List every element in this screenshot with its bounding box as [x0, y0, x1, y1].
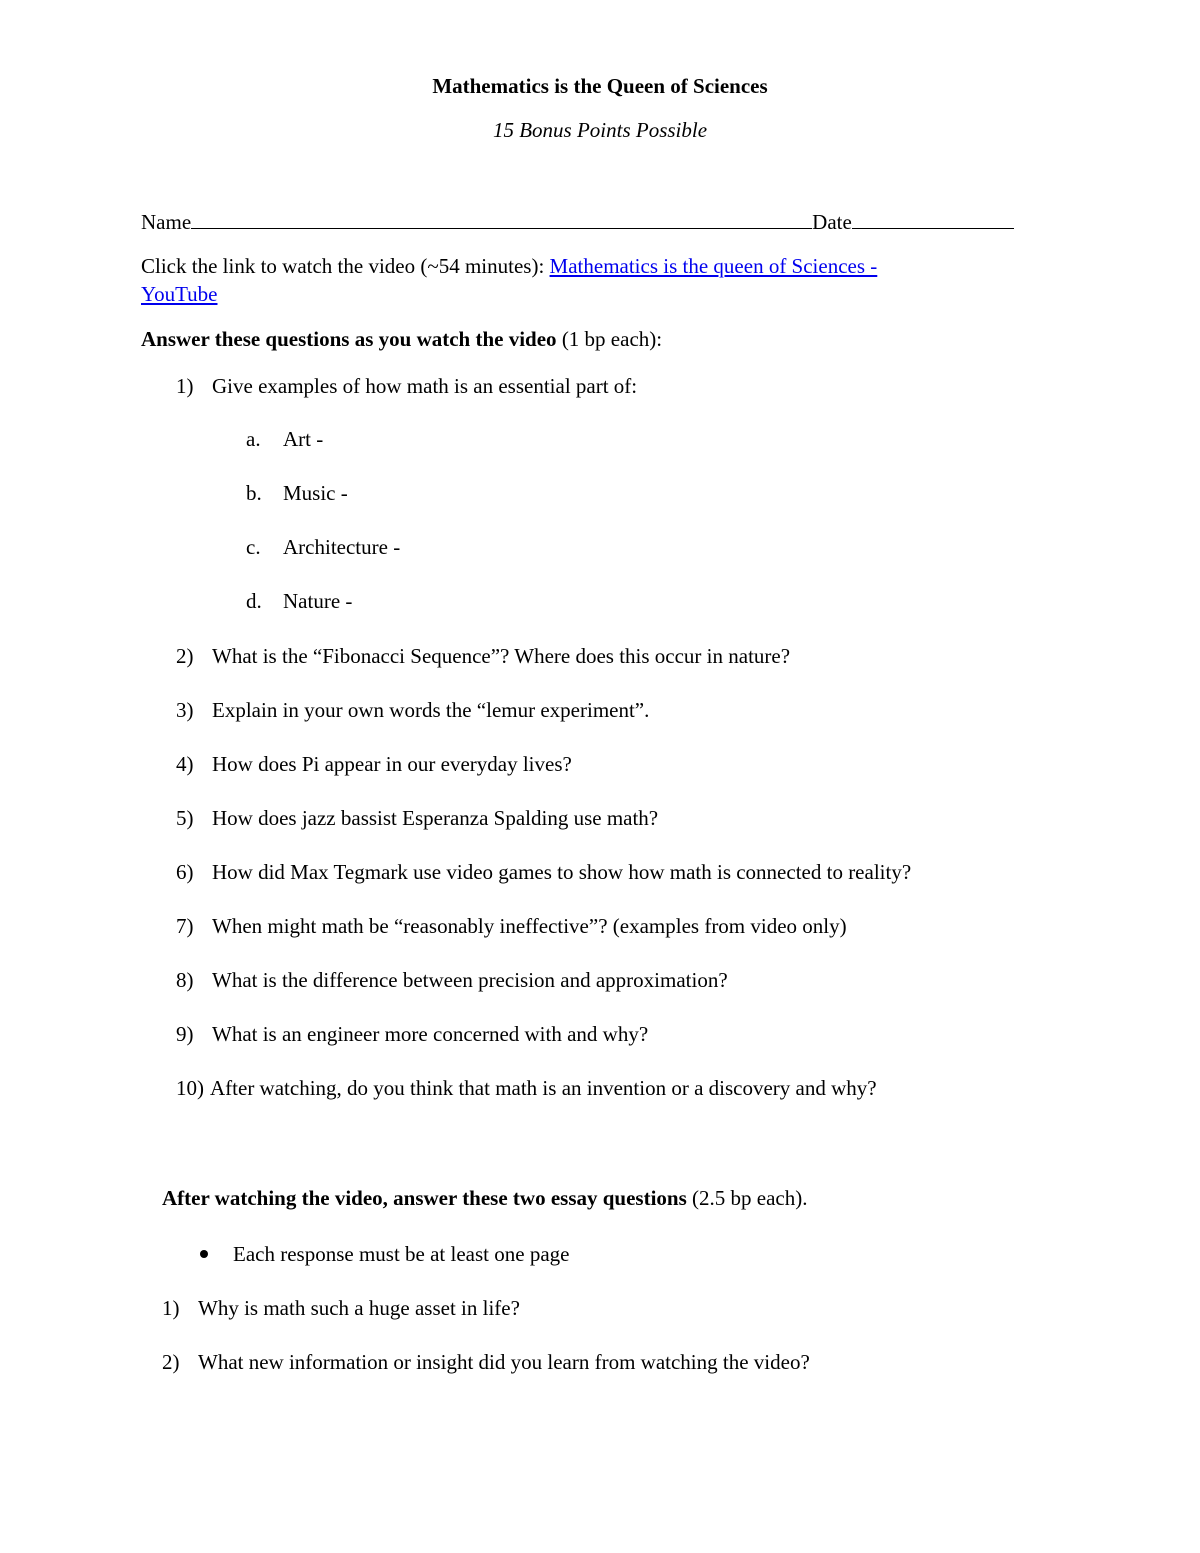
- video-instruction: [141, 256, 877, 277]
- questions-header-points: (1 bp each):: [556, 327, 663, 351]
- question-number: 8): [176, 968, 194, 992]
- date-label: Date: [812, 210, 852, 234]
- essay-question-number: 1): [162, 1296, 180, 1320]
- question-number: 4): [176, 752, 194, 776]
- sub-item-letter: d.: [246, 589, 262, 613]
- question-text: How does Pi appear in our everyday lives?: [212, 752, 572, 776]
- video-link[interactable]: Mathematics is the queen of Sciences -: [549, 254, 878, 278]
- video-prompt: Click the link to watch the video (~54 minutes):: [141, 254, 550, 278]
- essay-header: [162, 1188, 808, 1209]
- name-field[interactable]: [191, 210, 812, 229]
- sub-item-text: Architecture -: [283, 535, 401, 559]
- name-label: Name: [141, 210, 192, 234]
- question-number: 3): [176, 698, 194, 722]
- date-field[interactable]: [852, 210, 1014, 229]
- question-text: Explain in your own words the “lemur experiment”.: [212, 698, 650, 722]
- name-date-line: [141, 210, 1014, 233]
- questions-header-bold: Answer these questions as you watch the video: [141, 327, 557, 351]
- question-number: 10): [176, 1076, 204, 1100]
- video-link-line2[interactable]: YouTube: [141, 282, 218, 306]
- question-text: What is an engineer more concerned with and why?: [212, 1022, 649, 1046]
- sub-item-letter: a.: [246, 427, 261, 451]
- question-number: 7): [176, 914, 194, 938]
- question-number: 1): [176, 374, 194, 398]
- question-number: 6): [176, 860, 194, 884]
- essay-question-text: Why is math such a huge asset in life?: [198, 1296, 520, 1320]
- page-title: Mathematics is the Queen of Sciences: [432, 74, 768, 98]
- video-link-continued[interactable]: [141, 284, 217, 305]
- essay-requirement: Each response must be at least one page: [233, 1242, 570, 1266]
- question-text: After watching, do you think that math is an invention or a discovery and why?: [210, 1076, 877, 1100]
- page-subtitle: 15 Bonus Points Possible: [492, 118, 708, 142]
- question-number: 5): [176, 806, 194, 830]
- sub-item-text: Nature -: [283, 589, 353, 613]
- question-text: How did Max Tegmark use video games to show how math is connected to reality?: [212, 860, 912, 884]
- sub-item-letter: c.: [246, 535, 261, 559]
- question-number: 9): [176, 1022, 194, 1046]
- sub-item-letter: b.: [246, 481, 262, 505]
- questions-header: [141, 329, 662, 350]
- sub-item-text: Music -: [283, 481, 348, 505]
- question-text: How does jazz bassist Esperanza Spalding use math?: [212, 806, 659, 830]
- sub-item-text: Art -: [283, 427, 324, 451]
- bullet-icon: [200, 1250, 208, 1258]
- question-text: Give examples of how math is an essential part of:: [212, 374, 638, 398]
- essay-question-number: 2): [162, 1350, 180, 1374]
- question-number: 2): [176, 644, 194, 668]
- question-text: What is the difference between precision and approximation?: [212, 968, 728, 992]
- essay-header-bold: After watching the video, answer these two essay questions: [162, 1186, 687, 1210]
- essay-question-text: What new information or insight did you learn from watching the video?: [198, 1350, 810, 1374]
- question-text: When might math be “reasonably ineffective”? (examples from video only): [212, 914, 847, 938]
- essay-header-points: (2.5 bp each).: [686, 1186, 808, 1210]
- question-text: What is the “Fibonacci Sequence”? Where does this occur in nature?: [212, 644, 791, 668]
